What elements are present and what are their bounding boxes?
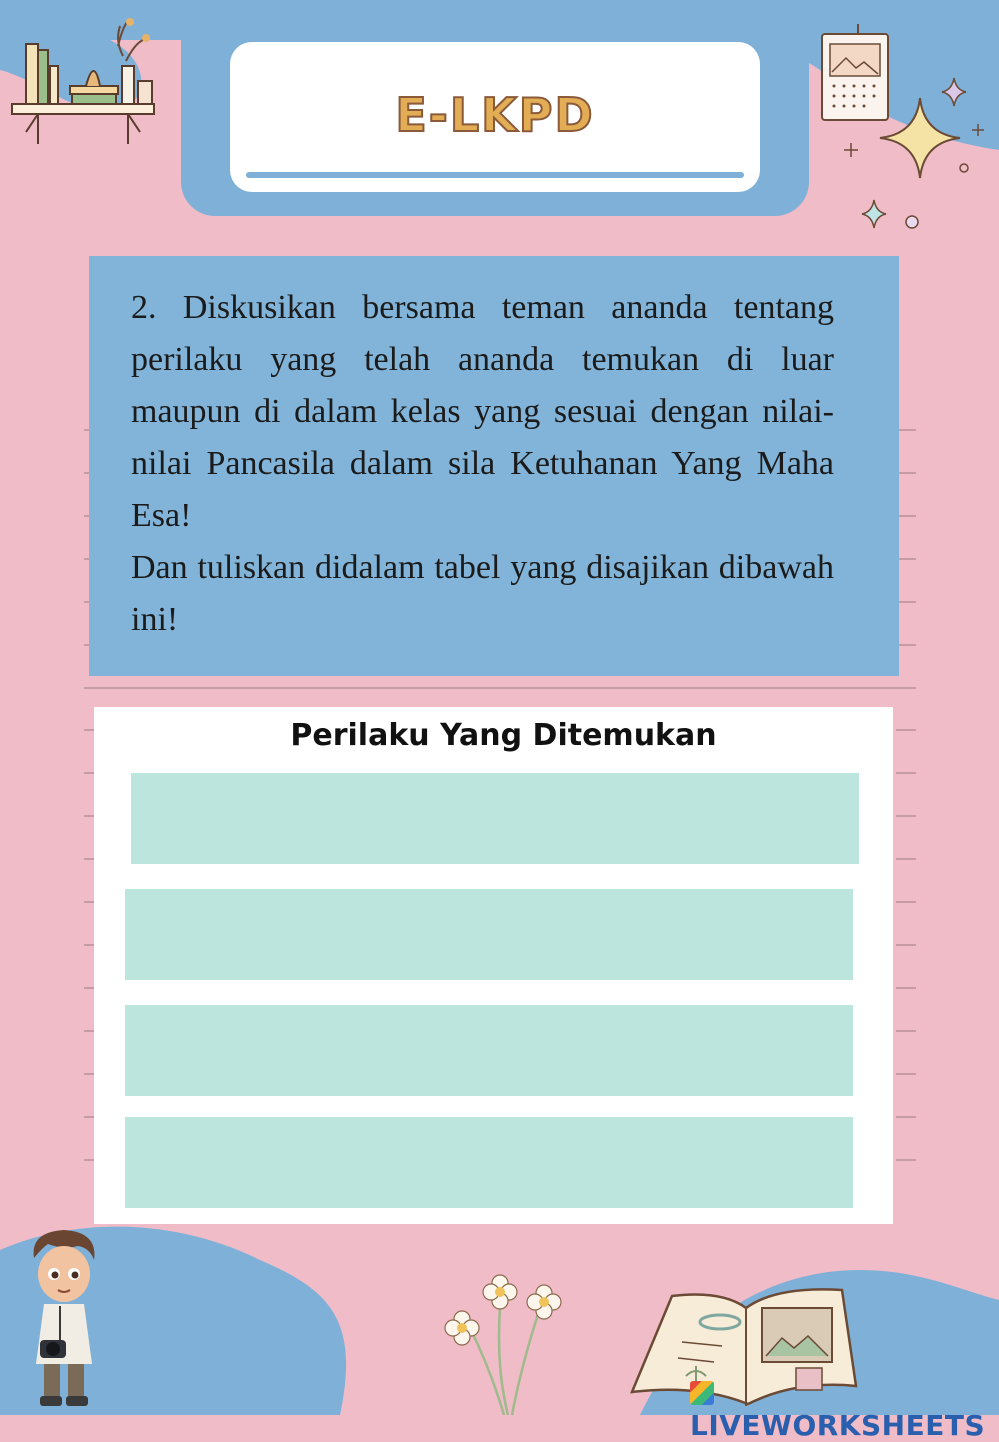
instruction-paragraph-1: 2. Diskusikan bersama teman ananda tentang perilaku yang telah ananda temukan di luar maupun di dalam kelas yang sesuai dengan nilai-nilai Pancasila dalam sila Ketuhanan Yang Maha Esa! — [131, 289, 834, 534]
page-title: E-LKPD — [395, 88, 595, 142]
instruction-text — [131, 282, 834, 646]
logo-text: LIVEWORKSHEETS — [690, 1409, 986, 1442]
instruction-paragraph-2: Dan tuliskan didalam tabel yang disajikan dibawah ini! — [131, 549, 834, 638]
flowers-illustration — [430, 1268, 580, 1415]
answer-cell-4[interactable] — [125, 1117, 853, 1208]
answer-cell-2[interactable] — [125, 889, 853, 980]
answer-cell-3[interactable] — [125, 1005, 853, 1096]
logo-badge-icon — [690, 1381, 714, 1405]
table-heading: Perilaku Yang Ditemukan — [290, 718, 717, 753]
answer-cell-1[interactable] — [131, 773, 859, 864]
title-underline — [246, 172, 744, 178]
bookshelf-illustration — [8, 16, 158, 146]
liveworksheets-logo — [690, 1376, 999, 1442]
calendar-sparkles-decoration — [818, 14, 993, 234]
boy-character-illustration — [14, 1228, 114, 1408]
